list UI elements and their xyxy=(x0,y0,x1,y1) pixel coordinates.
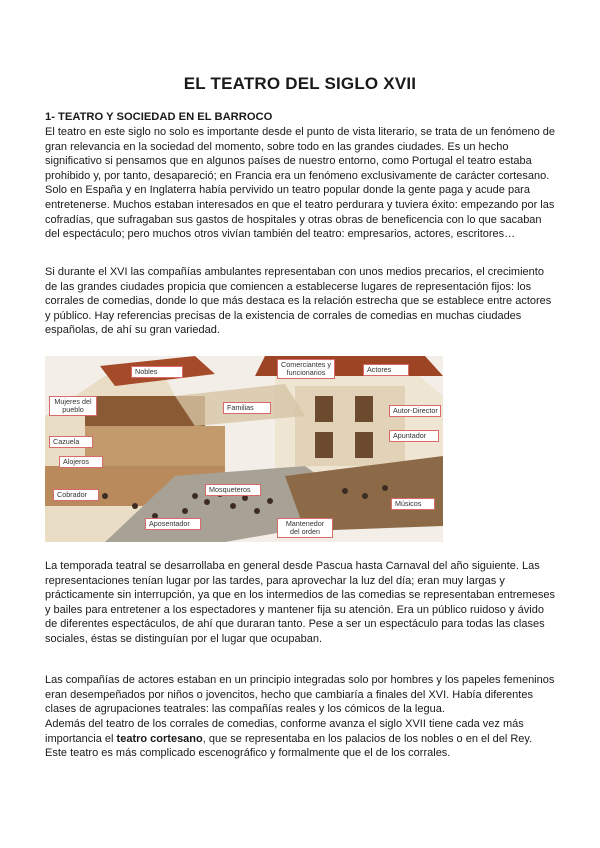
paragraph-4: Las compañías de actores estaban en un principio integradas solo por hombres y los papeles femeninos eran desempeñados por niños o jovencitos, hecho que cambiaría a finales del XVI. Había diferentes clases de agrupaciones teatrales: las compañías reales y los cómicos de la legua. xyxy=(45,674,555,716)
label-cazuela: Cazuela xyxy=(49,436,93,448)
label-nobles: Nobles xyxy=(131,366,183,378)
paragraph-5-start: Además del teatro de los corrales de comedias, conforme avanza el siglo XVII tiene cada vez más importancia el xyxy=(45,718,524,745)
document-title: EL TEATRO DEL SIGLO XVII xyxy=(183,74,417,93)
paragraph-3: La temporada teatral se desarrollaba en general desde Pascua hasta Carnaval del año siguiente. Las representaciones tenían lugar por las tardes, para aprovechar la luz del día; eran muy largas y prácticamente sin interrupción, ya que en los intermedios de las comedias se representaban entremeses y bailes para entretener a los espectadores y mantener fija su atención. Era un público ruidoso y ávido de diferentes espectáculos, de ahí que duraran tanto. Pese a ser un espectáculo para todas las clases sociales, éstas se distinguían por el lugar que ocupaban. xyxy=(45,560,555,645)
label-autor-director: Autor-Director xyxy=(389,405,441,417)
paragraph-1: El teatro en este siglo no solo es importante desde el punto de vista literario, se trata de un fenómeno de gran relevancia en la sociedad del momento, sobre todo en las grandes ciudades. Es un hecho significativo si pensamos que en algunos países de nuestro entorno, como Portugal el teatro estaba prohibido y, por tanto, desapareció; en Francia era un fenómeno exclusivamente de carácter cortesano. Solo en España y en Inglaterra había pervivido un teatro popular donde la gente paga y acude para entretenerse. Muchos estaban interesados en que el teatro perdurara y tuviera éxito: empezando por las cofradías, que sufragaban sus gastos de hospitales y otras obras de beneficencia con lo que sacaban del espectáculo; pero muchos otros vivían también del teatro: empresarios, actores, escritores… xyxy=(45,126,555,241)
label-aposentador: Aposentador xyxy=(145,518,201,530)
paragraph-2: Si durante el XVI las compañías ambulantes representaban con unos medios precarios, el crecimiento de las grandes ciudades propicia que comiencen a establecerse lugares de representación fijos: los corrales de comedias, donde lo que más destaca es la relación estrecha que se establece entre actores y público. Hay referencias precisas de la existencia de corrales de comedias en muchas ciudades españolas, de ahí su gran variedad. xyxy=(45,266,552,337)
label-alojeros: Alojeros xyxy=(59,456,103,468)
teatro-cortesano-emphasis: teatro cortesano xyxy=(116,732,203,745)
corral-drawing xyxy=(45,356,443,542)
label-comerciantes: Comerciantes y funcionarios xyxy=(277,359,335,379)
label-mosqueteros: Mosqueteros xyxy=(205,484,261,496)
corral-illustration xyxy=(45,356,443,542)
label-mujeres: Mujeres del pueblo xyxy=(49,396,97,416)
label-musicos: Músicos xyxy=(391,498,435,510)
label-mantenedor: Mantenedor del orden xyxy=(277,518,333,538)
section-heading: 1- TEATRO Y SOCIEDAD EN EL BARROCO xyxy=(45,111,273,123)
label-familias: Familias xyxy=(223,402,271,414)
label-apuntador: Apuntador xyxy=(389,430,439,442)
paragraph-5-end: , que se representaba en los palacios de los nobles o en el del Rey. Este teatro es más complicado escenográfico y formalmente que el de los corrales. xyxy=(45,732,533,760)
label-actores: Actores xyxy=(363,364,409,376)
label-cobrador: Cobrador xyxy=(53,489,99,501)
paragraph-5 xyxy=(45,717,557,761)
